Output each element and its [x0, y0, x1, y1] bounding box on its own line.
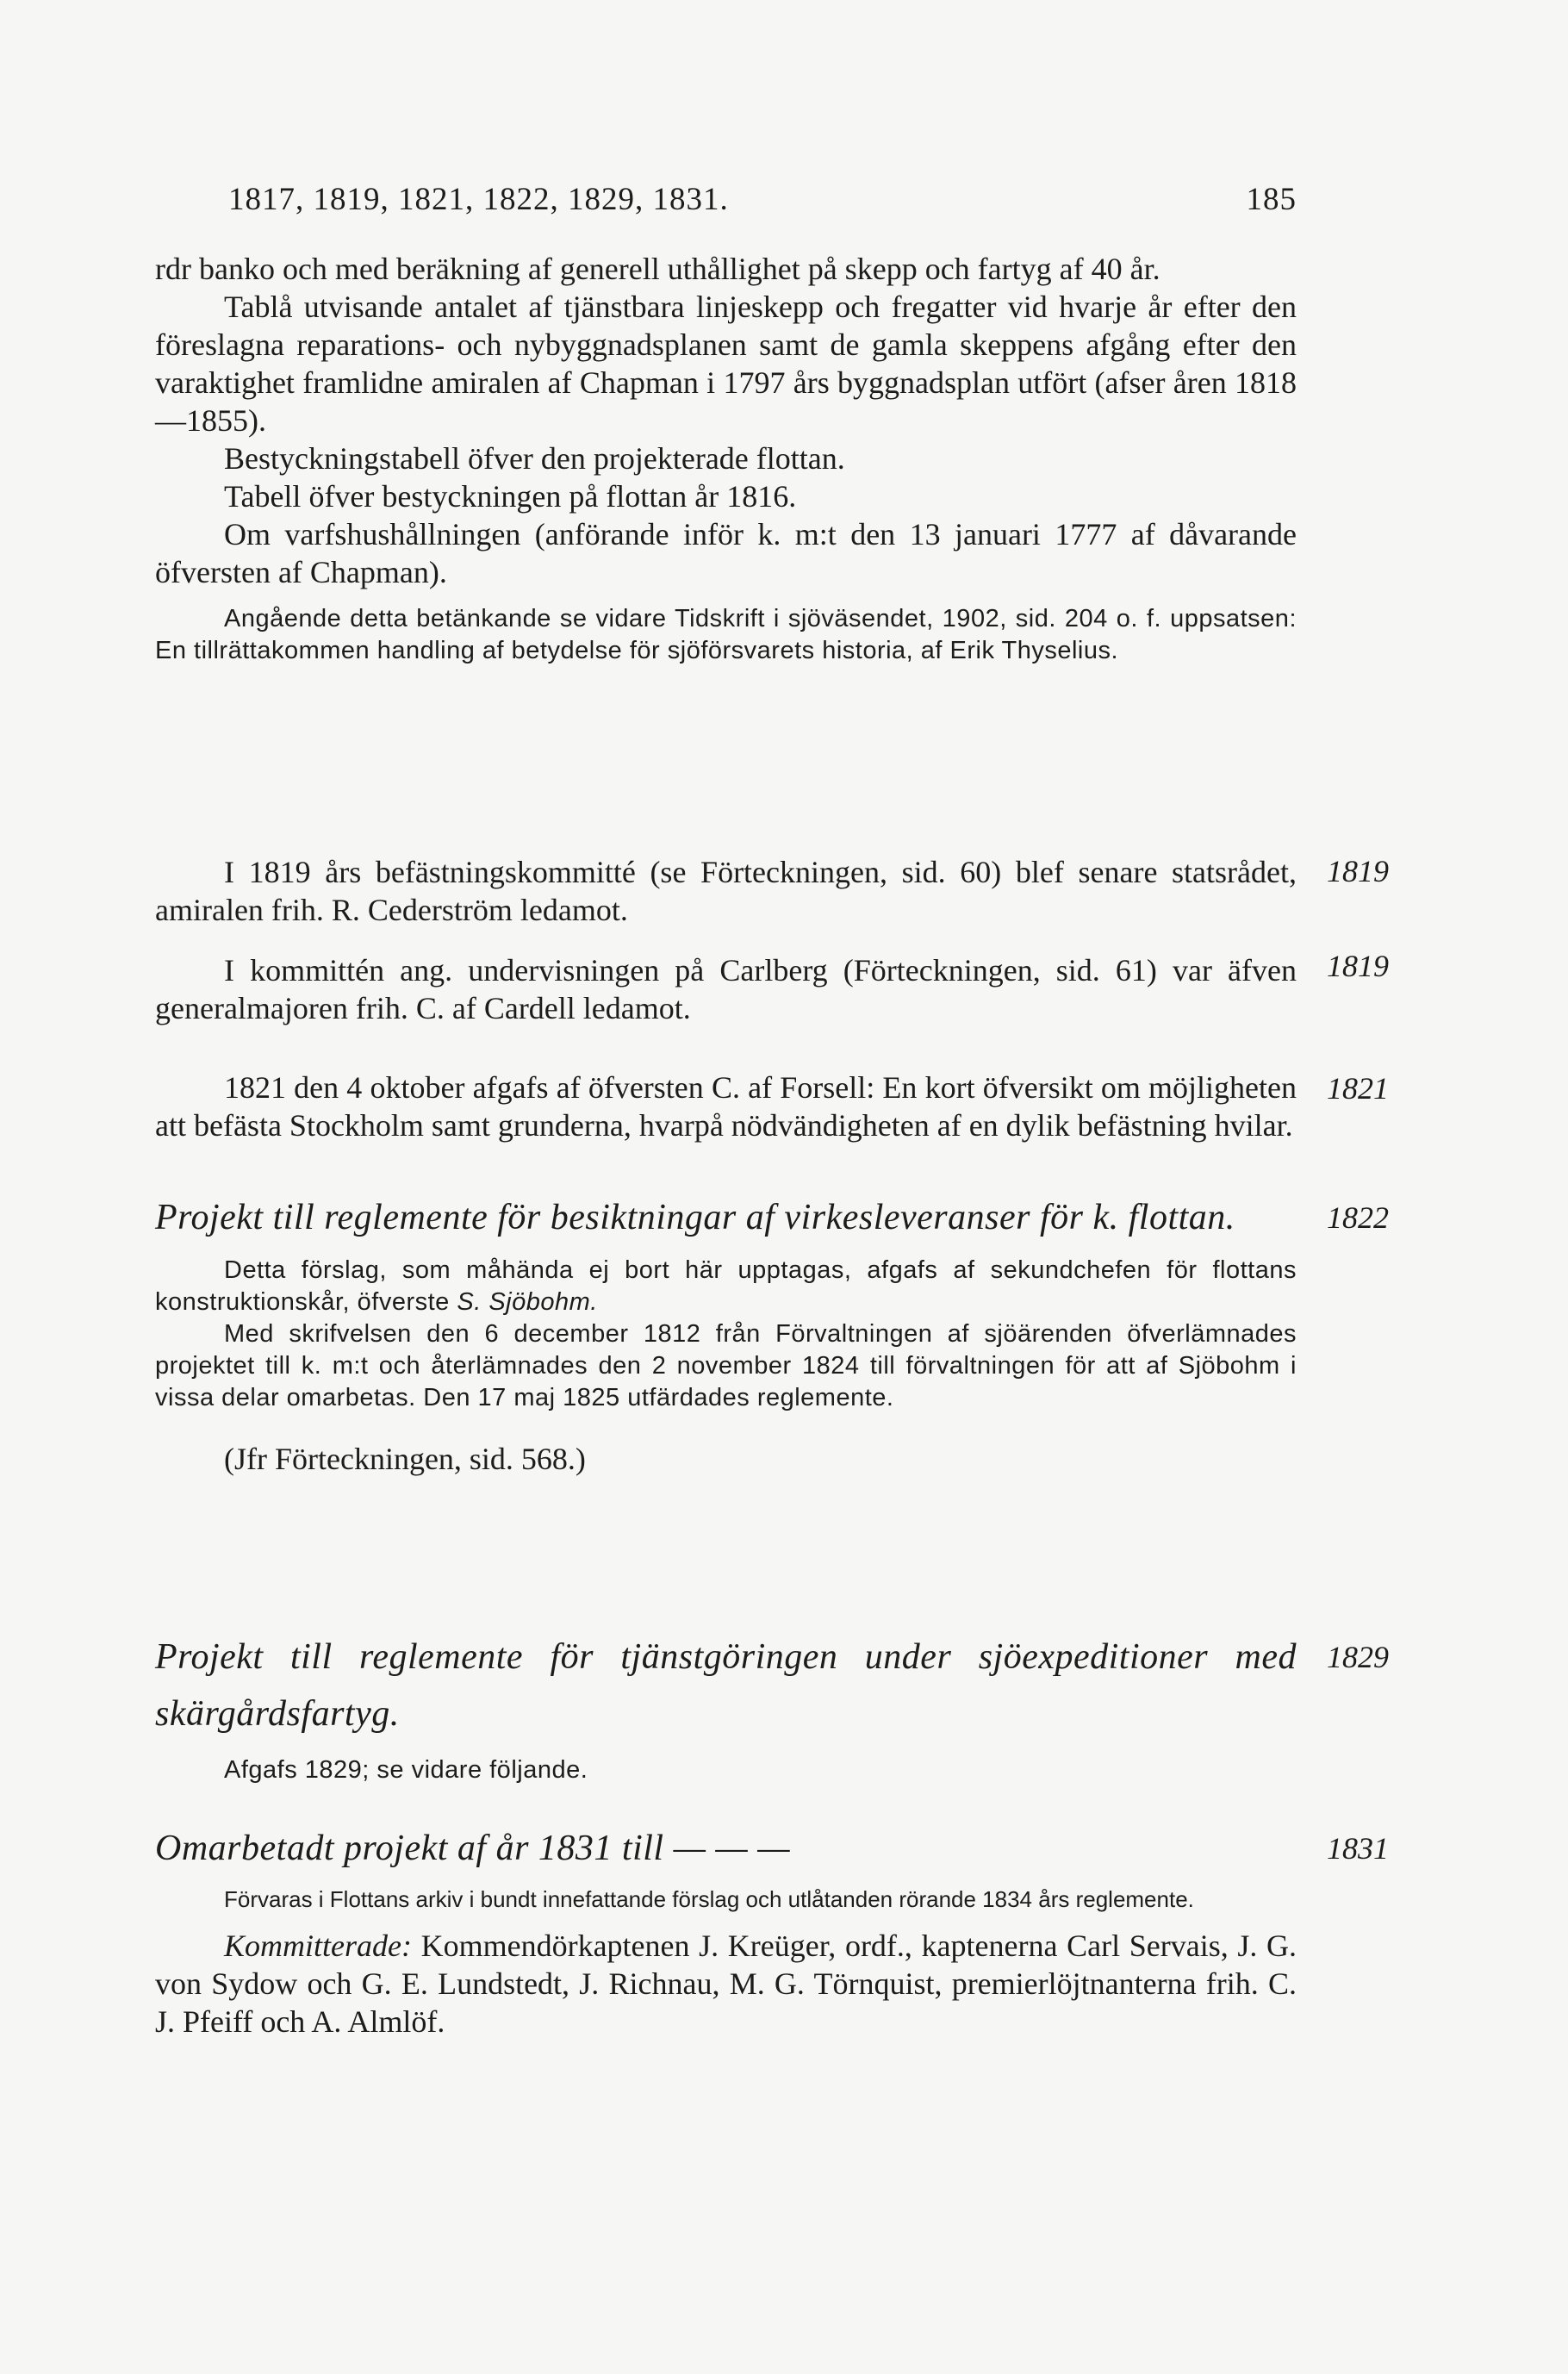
margin-year: 1819: [1327, 854, 1389, 888]
section-heading: Projekt till reglemente för tjänstgöringen under sjöexpeditioner med skärgårdsfartyg.: [155, 1637, 1297, 1734]
paragraph: I 1819 års befästningskommitté (se Förteckningen, sid. 60) blef senare statsrådet, amiralen frih. R. Cederström ledamot.: [155, 855, 1297, 927]
margin-year: 1831: [1327, 1831, 1389, 1866]
running-header: [228, 181, 1297, 218]
note: Med skrifvelsen den 6 december 1812 från Förvaltningen af sjöärenden öfverlämnades projektet till k. m:t och återlämnades den 2 november 1824 till förvaltningen för att af Sjöbohm i vissa delar omarbetas. Den 17 maj 1825 utfärdades reglemente.: [155, 1320, 1297, 1411]
paragraph: Om varfshushållningen (anförande inför k. m:t den 13 januari 1777 af dåvarande öfversten af Chapman).: [155, 517, 1297, 589]
section-1819: [155, 853, 1297, 1027]
section-1821: [155, 1069, 1297, 1144]
section-1831: [155, 1820, 1297, 2041]
note-text: Detta förslag, som måhända ej bort här upptagas, afgafs af sekundchefen för flottans konstruktionskår, öfverste: [155, 1256, 1297, 1316]
paragraph: I kommittén ang. undervisningen på Carlberg (Förteckningen, sid. 61) var äfven generalmajoren frih. C. af Cardell ledamot.: [155, 953, 1297, 1025]
committee-paragraph: [155, 1927, 1297, 2041]
margin-year: 1822: [1327, 1200, 1389, 1235]
author-name: S. Sjöbohm.: [457, 1288, 598, 1316]
section-heading: Projekt till reglemente för besiktningar af virkesleveranser för k. flottan.: [155, 1198, 1235, 1237]
margin-year: 1819: [1327, 949, 1389, 983]
section-1817: [155, 250, 1297, 667]
note: [155, 1255, 1297, 1318]
reference: (Jfr Förteckningen, sid. 568.): [224, 1442, 586, 1476]
note: Förvaras i Flottans arkiv i bundt innefattande förslag och utlåtanden rörande 1834 års reglemente.: [224, 1886, 1194, 1912]
paragraph: Bestyckningstabell öfver den projekterade flottan.: [224, 441, 845, 476]
paragraph: 1821 den 4 oktober afgafs af öfversten C. af Forsell: En kort öfversikt om möjligheten att befästa Stockholm samt grunderna, hvarpå nödvändigheten af en dylik befästning hvilar.: [155, 1070, 1297, 1143]
footnote: Angående detta betänkande se vidare Tidskrift i sjöväsendet, 1902, sid. 204 o. f. uppsatsen: En tillrättakommen handling af betydelse för sjöförsvarets historia, af Erik Thyselius.: [155, 605, 1297, 664]
committee-label: Kommitterade:: [224, 1928, 412, 1963]
section-1829: [155, 1629, 1297, 1786]
section-heading: Omarbetadt projekt af år 1831 till — — —: [155, 1829, 791, 1868]
note: Afgafs 1829; se vidare följande.: [224, 1756, 588, 1784]
committee-text: Kommendörkaptenen J. Kreüger, ordf., kaptenerna Carl Servais, J. G. von Sydow och G. E. Lundstedt, J. Richnau, M. G. Törnquist, premierlöjtnanterna frih. C. J. Pfeiff och A. Almlöf.: [155, 1928, 1297, 2039]
page-number: 185: [1246, 182, 1297, 217]
margin-year: 1821: [1327, 1071, 1389, 1106]
paragraph: Tablå utvisande antalet af tjänstbara linjeskepp och fregatter vid hvarje år efter den föreslagna reparations- och nybyggnadsplanen samt de gamla skeppens afgång efter den varaktighet framlidne amiralen af Chapman i 1797 års byggnadsplan utfört (afser åren 1818—1855).: [155, 290, 1297, 438]
paragraph: rdr banko och med beräkning af generell uthållighet på skepp och fartyg af 40 år.: [155, 252, 1160, 286]
margin-year: 1829: [1327, 1640, 1389, 1674]
running-title: 1817, 1819, 1821, 1822, 1829, 1831.: [228, 182, 729, 217]
section-1822: [155, 1189, 1297, 1478]
paragraph: Tabell öfver bestyckningen på flottan år 1816.: [224, 479, 797, 514]
